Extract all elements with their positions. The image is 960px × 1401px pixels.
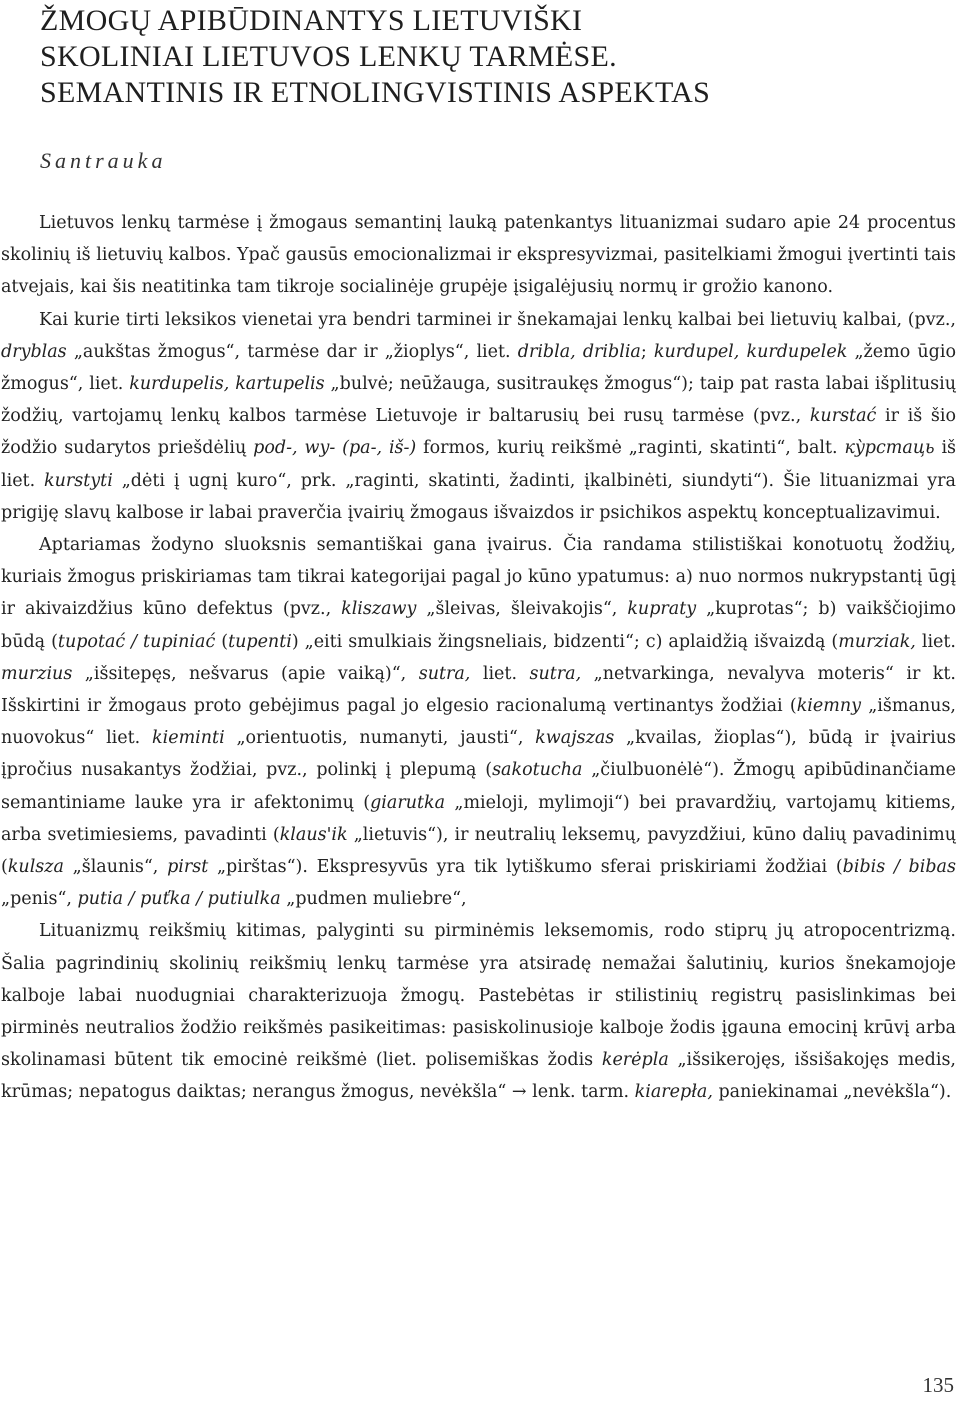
example-word: kupraty [627, 599, 697, 620]
section-heading: Santrauka [40, 148, 167, 173]
example-word: dribla, driblia [517, 341, 641, 362]
text-run: „kvailas, žioplas“), būdą ir įvairius įpročius nusakantys žodžiai, pvz., polinkį į plepumą ( [1, 728, 956, 781]
text-run: „išsikerojęs, išsišakojęs medis, krūmas; nepatogus daiktas; nerangus žmogus, nevėkšla“ → lenk. tarm. [1, 1050, 956, 1103]
example-word: klaus'ik [279, 824, 348, 845]
example-word: tupotać / tupiniać [57, 631, 216, 652]
example-word: tupenti [228, 631, 292, 652]
article-title [40, 3, 940, 111]
example-word: sutra, [418, 663, 471, 684]
example-word: pirst [167, 857, 209, 878]
example-word: kliszawy [341, 599, 417, 620]
example-word: kurdupel, kurdupelek [653, 341, 848, 362]
text-run: „bulvė; neūžauga, susitraukęs žmogus“); taip pat rasta labai išplitusių žodžių, vartojamų lenkų kalbos tarmėse Lietuvoje ir baltarusių bei rusų tarmėse (pvz., [1, 374, 956, 427]
example-word: kulsza [7, 857, 64, 878]
text-run: ; [640, 341, 654, 362]
paragraph-1-text: Lietuvos lenkų tarmėse į žmogaus semantinį lauką patenkantys lituanizmai sudaro apie 24 procentus skolinių iš lietuvių kalbos. Ypač gausūs emocionalizmai ir ekspresyvizmai, pasitelkiami žmogui įvertinti tais atvejais, kai šis neatitinka tam tikroje socialinėje grupėje įsigalėjusių normų ir grožio kanono. [1, 213, 956, 298]
paragraph-3 [1, 529, 956, 915]
text-run: iš liet. [1, 438, 957, 491]
text-run: „mieloji, mylimoji“) bei pravardžių, vartojamų kitiems, arba svetimiesiems, pavadinti ( [1, 792, 956, 845]
text-run: liet. [915, 631, 956, 652]
text-run: formos, kurių reikšmė „raginti, skatinti“, balt. [416, 438, 845, 459]
text-run: Aptariamas žodyno sluoksnis semantiškai gana įvairus. Čia randama stilistiškai konotuotų žodžių, kuriais žmogus priskiriamas tam tikrai kategorijai pagal jo kūno ypatumus: a) nuo normos nukrypstantį ūgį ir akivaizdžius kūno defektus (pvz., [1, 535, 956, 620]
example-word: giarutka [370, 792, 446, 813]
example-word: dryblas [1, 341, 67, 362]
example-word: murziak, [838, 631, 916, 652]
example-word: кỳрстаць [844, 438, 935, 459]
text-run: Lituanizmų reikšmių kitimas, palyginti su pirminėmis leksemomis, rodo stiprų jų atropocentrizmą. Šalia pagrindinių skolinių reikšmių lenkų tarmėse yra atsiradę nemažai šalutinių, kurios šnekamojoje kalboje labai nuodugniai charakterizuoja žmogų. Pastebėtas ir stilistinių registrų pasislinkimas bei pirminės neutralios žodžio reikšmės pasikeitimas: pasiskolinusioje kalboje žodis įgauna emocinį krūvį arba skolinamasi būtent tik emocinė reikšmė (liet. polisemiškas žodis [1, 921, 956, 1071]
text-run: „kuprotas“; b) vaikščiojimo būdą ( [1, 599, 957, 652]
text-run: liet. [470, 663, 530, 684]
example-word: putia / puťka / putiulka [77, 889, 281, 910]
paragraph-2 [1, 304, 956, 529]
example-word: sutra, [529, 663, 582, 684]
title-line-1: ŽMOGŲ APIBŪDINANTYS LIETUVIŠKI [40, 4, 583, 37]
text-run: „lietuvis“), ir neutralių leksemų, pavyzdžiui, kūno dalių pavadinimų ( [1, 824, 956, 878]
example-word: pod-, wy- (pa-, iš-) [253, 438, 417, 459]
text-run: „orientuotis, numanyti, jausti“, [224, 728, 536, 749]
text-run: „pirštas“). Ekspresyvūs yra tik lytiškumo sferai priskiriami žodžiai ( [208, 857, 843, 878]
page-number: 135 [922, 1373, 954, 1397]
example-word: kiarepła, [634, 1082, 713, 1103]
example-word: sakotucha [492, 760, 583, 781]
example-word: kwajszas [535, 728, 615, 749]
text-run: „čiulbuonėlė“). Žmogų apibūdinančiame semantiniame lauke yra ir afektonimų ( [1, 760, 956, 813]
example-word: kiemny [796, 696, 862, 717]
example-word: kerėpla [601, 1050, 669, 1071]
text-run: paniekinamai „nevėkšla“). [712, 1082, 952, 1103]
example-word: kurstyti [44, 470, 113, 491]
text-run: „netvarkinga, nevalyva moteris“ ir kt. Išskirtini ir žmogaus proto gebėjimus pagal jo elgesio racionalumą vertinantys žodžiai ( [1, 663, 956, 717]
text-run: „aukštas žmogus“, tarmėse dar ir „žioplys“, liet. [66, 341, 518, 362]
text-run: „šleivas, šleivakojis“, [416, 599, 628, 620]
text-run: „penis“, [1, 889, 78, 910]
paragraph-1 [1, 207, 956, 304]
paragraph-4 [1, 915, 956, 1108]
abstract-body [1, 207, 956, 1109]
title-line-2: SKOLINIAI LIETUVOS LENKŲ TARMĖSE. [40, 40, 617, 73]
text-run: „išsitepęs, nešvarus (apie vaiką)“, [72, 663, 419, 684]
example-word: murzius [1, 663, 73, 684]
example-word: kurstać [809, 406, 877, 427]
example-word: kurdupelis, kartupelis [129, 374, 325, 395]
text-run: Kai kurie tirti leksikos vienetai yra bendri tarminei ir šnekamajai lenkų kalbai bei lietuvių kalbai, (pvz., [39, 309, 956, 330]
text-run: „išmanus, nuovokus“ liet. [1, 696, 956, 749]
text-run: „šlaunis“, [63, 857, 168, 878]
text-run: „dėti į ugnį kuro“, prk. „raginti, skatinti, žadinti, įkalbinėti, siundyti“). Šie lituanizmai yra prigiję slavų kalbose ir labai praverčia įvairių žmogaus išvaizdos ir psichikos aspektų konceptualizavimui. [1, 470, 956, 523]
text-run: ( [215, 631, 229, 652]
example-word: bibis / bibas [842, 857, 956, 878]
text-run: „pudmen muliebre“, [280, 889, 467, 910]
text-run: ir iš šio žodžio sudarytos priešdėlių [1, 406, 956, 459]
text-run: „žemo ūgio žmogus“, liet. [1, 341, 956, 395]
example-word: kieminti [152, 728, 225, 749]
text-run: ) „eiti smulkiais žingsneliais, bidzenti“; c) aplaidžią išvaizdą ( [291, 631, 839, 652]
title-line-3: SEMANTINIS IR ETNOLINGVISTINIS ASPEKTAS [40, 76, 711, 109]
